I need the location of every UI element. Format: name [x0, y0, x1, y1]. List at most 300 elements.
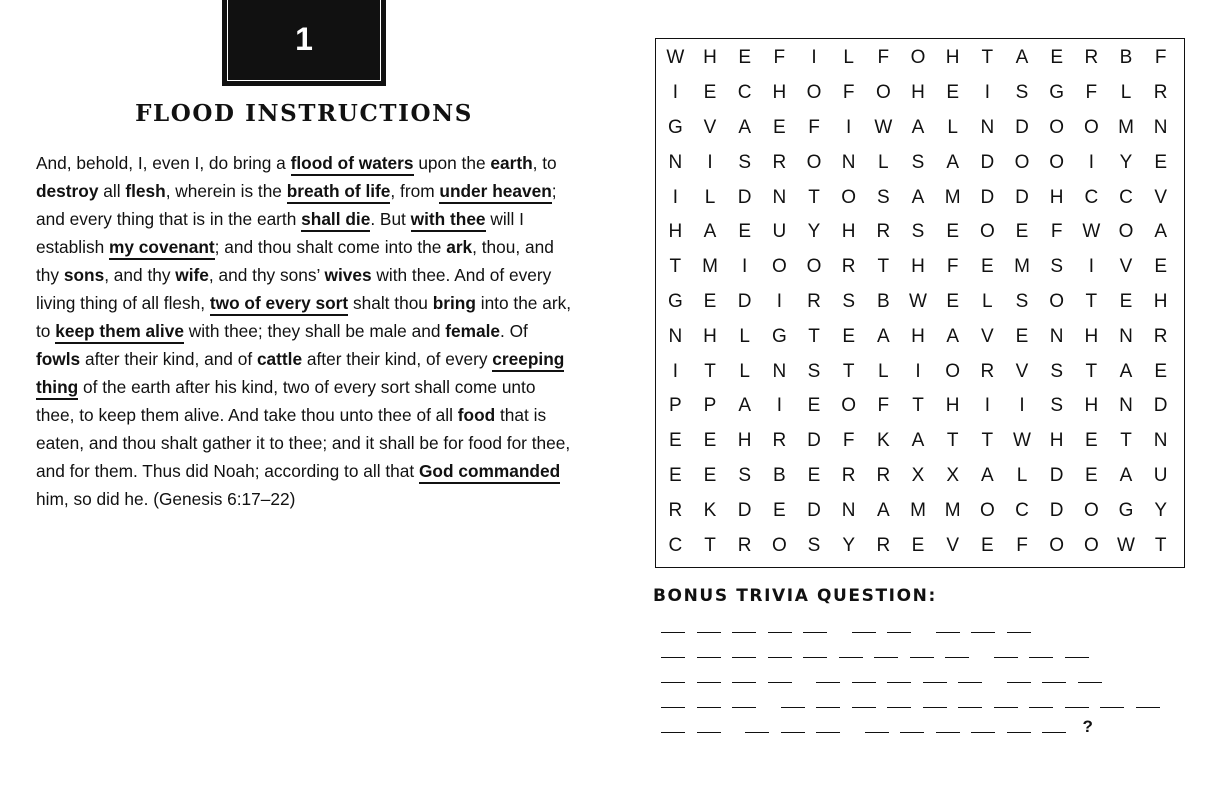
- grid-letter: M: [1118, 116, 1134, 138]
- search-word-underlined: my covenant: [109, 237, 215, 260]
- blank-word: [1007, 682, 1114, 690]
- grid-letter: O: [806, 256, 822, 278]
- grid-letter: A: [876, 325, 890, 347]
- grid-letter: O: [875, 82, 891, 104]
- letter-blank: [732, 657, 756, 659]
- grid-letter: H: [772, 82, 787, 104]
- grid-letter: R: [668, 499, 683, 521]
- grid-letter: E: [1119, 290, 1133, 312]
- blank-line: [661, 664, 1181, 689]
- grid-letter: H: [703, 47, 717, 69]
- search-word-bold: ark: [446, 237, 473, 257]
- grid-letter: L: [878, 151, 889, 173]
- grid-letter: R: [772, 430, 787, 452]
- grid-letter: V: [703, 116, 717, 138]
- grid-letter: E: [703, 464, 717, 486]
- letter-blank: [945, 657, 969, 659]
- blank-word: [661, 732, 732, 740]
- grid-letter: F: [842, 430, 855, 452]
- grid-letter: E: [946, 221, 959, 243]
- grid-letter: F: [877, 395, 890, 417]
- search-word-bold: earth: [490, 153, 533, 173]
- passage-text: ; and every thing that is in the earth: [36, 181, 557, 229]
- grid-letter: T: [946, 430, 959, 452]
- letter-blank: [768, 657, 792, 659]
- passage-text: upon the: [413, 153, 491, 173]
- bonus-answer-blanks: [661, 614, 1181, 739]
- grid-letter: T: [981, 430, 994, 452]
- grid-letter: O: [1049, 534, 1065, 556]
- letter-blank: [994, 657, 1018, 659]
- grid-letter: T: [669, 256, 682, 278]
- grid-letter: N: [1119, 325, 1133, 347]
- grid-letter: E: [703, 82, 717, 104]
- grid-letter: A: [911, 430, 925, 452]
- grid-letter: B: [876, 290, 890, 312]
- grid-letter: O: [841, 186, 857, 208]
- grid-letter: S: [807, 534, 821, 556]
- letter-blank: [887, 632, 911, 634]
- search-word-bold: fowls: [36, 349, 81, 369]
- grid-letter: H: [737, 430, 752, 452]
- letter-blank: [887, 682, 911, 684]
- grid-letter: K: [876, 430, 890, 452]
- grid-letter: S: [738, 464, 751, 486]
- grid-letter: H: [911, 325, 925, 347]
- grid-letter: T: [1085, 290, 1098, 312]
- grid-letter: E: [911, 534, 925, 556]
- letter-blank: [1065, 657, 1089, 659]
- letter-blank: [768, 682, 792, 684]
- grid-letter: S: [1050, 256, 1063, 278]
- grid-letter: E: [772, 499, 786, 521]
- grid-letter: T: [981, 47, 994, 69]
- grid-letter: Y: [807, 221, 821, 243]
- grid-letter: T: [704, 534, 716, 556]
- grid-letter: E: [703, 430, 717, 452]
- letter-blank: [661, 632, 685, 634]
- grid-letter: D: [807, 430, 821, 452]
- search-word-bold: sons: [63, 265, 105, 285]
- grid-letter: A: [1015, 47, 1029, 69]
- letter-blank: [1007, 632, 1031, 634]
- grid-letter: I: [742, 256, 748, 278]
- grid-letter: O: [841, 395, 857, 417]
- grid-letter: A: [1154, 221, 1167, 243]
- letter-blank: [745, 732, 769, 734]
- grid-letter: T: [808, 325, 820, 347]
- grid-letter: X: [911, 464, 925, 486]
- letter-blank: [732, 682, 756, 684]
- grid-letter: S: [876, 186, 890, 208]
- letter-blank: [816, 682, 840, 684]
- grid-letter: I: [984, 395, 990, 417]
- grid-letter: O: [945, 360, 961, 382]
- grid-letter: E: [807, 464, 821, 486]
- blank-word: [994, 657, 1101, 665]
- grid-letter: N: [668, 325, 683, 347]
- grid-letter: O: [1118, 221, 1134, 243]
- search-word-underlined: breath of life: [287, 181, 391, 204]
- grid-letter: L: [1120, 82, 1132, 104]
- badge-frame: [227, 0, 381, 81]
- passage-text: will I establish: [36, 209, 524, 257]
- grid-letter: S: [738, 151, 751, 173]
- grid-letter: N: [1119, 395, 1133, 417]
- grid-letter: R: [807, 290, 821, 312]
- grid-letter: N: [772, 360, 787, 382]
- blank-word: [852, 632, 923, 640]
- grid-letter: I: [707, 151, 713, 173]
- grid-letter: I: [1088, 256, 1094, 278]
- grid-letter: O: [1083, 499, 1099, 521]
- letter-blank: [732, 632, 756, 634]
- letter-blank: [803, 632, 827, 634]
- grid-letter: R: [876, 534, 891, 556]
- grid-letter: N: [841, 151, 856, 173]
- grid-letter: O: [1049, 151, 1065, 173]
- grid-letter: Y: [1119, 151, 1133, 173]
- blank-word: [816, 682, 994, 690]
- passage-text: into the ark, to: [36, 293, 572, 341]
- grid-letter: O: [1049, 290, 1065, 312]
- grid-letter: U: [1153, 464, 1168, 486]
- grid-letter: H: [1084, 325, 1099, 347]
- grid-letter: A: [911, 116, 925, 138]
- passage-text: , and thy: [104, 265, 176, 285]
- grid-letter: E: [738, 221, 751, 243]
- grid-letter: A: [876, 499, 890, 521]
- blank-word: [865, 732, 1078, 740]
- blank-line: [661, 614, 1181, 639]
- grid-letter: R: [1153, 82, 1168, 104]
- letter-blank: [1007, 732, 1031, 734]
- grid-letter: H: [945, 395, 960, 417]
- letter-blank: [971, 632, 995, 634]
- grid-letter: N: [772, 186, 787, 208]
- blank-word: [745, 732, 852, 740]
- search-word-underlined: keep them alive: [55, 321, 184, 344]
- grid-letter: W: [1013, 430, 1031, 452]
- letter-blank: [661, 657, 685, 659]
- letter-blank: [697, 682, 721, 684]
- grid-letter: W: [666, 47, 685, 69]
- grid-letter: O: [910, 47, 926, 69]
- blank-word: [661, 682, 803, 690]
- grid-letter: L: [739, 325, 750, 347]
- search-word-bold: destroy: [36, 181, 99, 201]
- letter-blank: [1065, 707, 1089, 709]
- grid-letter: U: [772, 221, 787, 243]
- search-word-bold: wives: [324, 265, 372, 285]
- grid-letter: G: [667, 290, 683, 312]
- grid-letter: I: [811, 47, 817, 69]
- grid-letter: E: [1154, 151, 1167, 173]
- letter-blank: [865, 732, 889, 734]
- grid-letter: D: [1049, 464, 1064, 486]
- grid-letter: E: [980, 256, 994, 278]
- blank-word: [661, 632, 839, 640]
- grid-letter: E: [738, 47, 751, 69]
- grid-letter: S: [911, 221, 925, 243]
- grid-letter: D: [980, 151, 995, 173]
- grid-letter: I: [846, 116, 852, 138]
- grid-letter: D: [1015, 186, 1029, 208]
- search-word-underlined: with thee: [411, 209, 486, 232]
- grid-letter: T: [877, 256, 890, 278]
- grid-letter: G: [771, 325, 787, 347]
- letter-blank: [1100, 707, 1124, 709]
- grid-letter: L: [704, 186, 716, 208]
- search-word-bold: food: [457, 405, 496, 425]
- passage-text: after their kind, and of: [80, 349, 257, 369]
- grid-letter: O: [771, 256, 787, 278]
- grid-letter: M: [910, 499, 926, 521]
- search-word-underlined: under heaven: [439, 181, 551, 204]
- passage-text: , thou, and thy: [36, 237, 554, 285]
- grid-letter: E: [1084, 464, 1098, 486]
- grid-letter: F: [808, 116, 820, 138]
- letter-blank: [1029, 707, 1053, 709]
- grid-letter: O: [771, 534, 787, 556]
- passage-text: ; and thou shalt come into the: [214, 237, 447, 257]
- grid-letter: T: [704, 360, 716, 382]
- grid-letter: F: [842, 82, 855, 104]
- letter-blank: [1078, 682, 1102, 684]
- passage-text: And, behold, I, even I, do bring a: [36, 153, 291, 173]
- letter-blank: [936, 632, 960, 634]
- grid-letter: E: [1015, 221, 1029, 243]
- letter-blank: [874, 657, 898, 659]
- letter-blank: [958, 707, 982, 709]
- grid-letter: R: [1153, 325, 1168, 347]
- grid-letter: I: [1019, 395, 1025, 417]
- letter-blank: [697, 732, 721, 734]
- grid-letter: G: [1049, 82, 1065, 104]
- search-word-bold: wife: [175, 265, 209, 285]
- grid-letter: A: [946, 325, 959, 347]
- letter-blank: [816, 732, 840, 734]
- grid-letter: W: [1117, 534, 1135, 556]
- grid-letter: H: [668, 221, 683, 243]
- grid-letter: G: [1118, 499, 1134, 521]
- grid-letter: D: [1153, 395, 1168, 417]
- grid-letter: V: [946, 534, 959, 556]
- passage-text: shalt thou: [348, 293, 433, 313]
- grid-letter: H: [911, 82, 925, 104]
- grid-letter: A: [738, 116, 751, 138]
- grid-letter: E: [668, 464, 682, 486]
- letter-blank: [852, 707, 876, 709]
- search-word-underlined: creeping thing: [36, 349, 564, 400]
- grid-letter: I: [984, 82, 990, 104]
- grid-letter: I: [672, 360, 678, 382]
- blank-line: [661, 689, 1181, 714]
- letter-blank: [1029, 657, 1053, 659]
- grid-letter: L: [982, 290, 993, 312]
- search-word-bold: flesh: [125, 181, 166, 201]
- grid-letter: A: [1119, 464, 1133, 486]
- grid-letter: A: [738, 395, 751, 417]
- grid-letter: W: [909, 290, 927, 312]
- passage-text: of the earth after his kind, two of every sort shall come unto thee, to keep them alive. And take thou unto thee of all: [36, 377, 536, 425]
- grid-letter: G: [667, 116, 683, 138]
- letter-blank: [852, 632, 876, 634]
- letter-blank: [781, 707, 805, 709]
- letter-blank: [768, 632, 792, 634]
- grid-letter: F: [946, 256, 959, 278]
- grid-letter: A: [911, 186, 925, 208]
- grid-letter: V: [1015, 360, 1029, 382]
- grid-letter: R: [841, 464, 856, 486]
- grid-letter: A: [1119, 360, 1133, 382]
- grid-letter: E: [1154, 360, 1167, 382]
- grid-letter: F: [1050, 221, 1063, 243]
- search-word-underlined: flood of waters: [291, 153, 414, 176]
- grid-letter: E: [946, 290, 959, 312]
- blank-line: [661, 714, 1181, 739]
- grid-letter: E: [980, 534, 994, 556]
- letter-blank: [697, 632, 721, 634]
- grid-letter: H: [703, 325, 717, 347]
- grid-letter: B: [772, 464, 786, 486]
- grid-letter: O: [979, 499, 995, 521]
- grid-letter: R: [841, 256, 856, 278]
- grid-letter: T: [912, 395, 924, 417]
- grid-letter: R: [876, 221, 891, 243]
- passage-text: with thee. And of every living thing of all flesh,: [36, 265, 552, 313]
- grid-letter: O: [1049, 116, 1065, 138]
- letter-blank: [839, 657, 863, 659]
- grid-letter: T: [1154, 534, 1167, 556]
- grid-letter: N: [1049, 325, 1064, 347]
- letter-blank: [816, 707, 840, 709]
- grid-letter: S: [1050, 360, 1063, 382]
- grid-letter: I: [776, 395, 782, 417]
- grid-letter: O: [806, 82, 822, 104]
- search-word-bold: bring: [432, 293, 476, 313]
- grid-letter: L: [739, 360, 750, 382]
- letter-blank: [697, 657, 721, 659]
- grid-letter: E: [1154, 256, 1167, 278]
- grid-letter: O: [979, 221, 995, 243]
- grid-letter: O: [1083, 116, 1099, 138]
- grid-letter: S: [1015, 82, 1029, 104]
- letter-blank: [1136, 707, 1160, 709]
- grid-letter: C: [737, 82, 752, 104]
- grid-letter: M: [944, 186, 961, 208]
- blank-word: [661, 707, 768, 715]
- grid-letter: V: [1119, 256, 1133, 278]
- blank-word: [781, 707, 1172, 715]
- letter-blank: [803, 657, 827, 659]
- grid-letter: N: [841, 499, 856, 521]
- grid-letter: E: [1050, 47, 1063, 69]
- grid-letter: B: [1119, 47, 1133, 69]
- grid-letter: C: [668, 534, 683, 556]
- grid-letter: F: [1085, 82, 1098, 104]
- question-mark: ?: [1082, 717, 1093, 736]
- bonus-trivia-label: BONUS TRIVIA QUESTION:: [653, 586, 937, 606]
- search-word-bold: cattle: [256, 349, 303, 369]
- grid-letter: V: [1154, 186, 1167, 208]
- search-word-underlined: two of every sort: [210, 293, 348, 316]
- grid-letter: Y: [1154, 499, 1167, 521]
- passage-text: . But: [370, 209, 411, 229]
- grid-letter: E: [668, 430, 682, 452]
- letter-blank: [697, 707, 721, 709]
- grid-letter: D: [807, 499, 821, 521]
- letter-blank: [994, 707, 1018, 709]
- grid-letter: W: [874, 116, 893, 138]
- letter-blank: [936, 732, 960, 734]
- passage-text: , and thy sons’: [208, 265, 325, 285]
- grid-letter: E: [772, 116, 786, 138]
- passage-text: after their kind, of every: [302, 349, 493, 369]
- grid-letter: H: [1084, 395, 1099, 417]
- grid-letter: C: [1015, 499, 1029, 521]
- grid-letter: I: [672, 82, 678, 104]
- grid-letter: V: [980, 325, 994, 347]
- grid-letter: H: [1153, 290, 1168, 312]
- letter-blank: [661, 682, 685, 684]
- grid-letter: I: [1088, 151, 1094, 173]
- passage-text: all: [98, 181, 126, 201]
- passage-text: that is eaten, and thou shalt gather it to thee; and it shall be for food for thee, and for them. Thus did Noah; according to all that: [36, 405, 571, 481]
- grid-letter: R: [980, 360, 995, 382]
- grid-letter: T: [808, 186, 820, 208]
- passage-text: , from: [390, 181, 440, 201]
- grid-letter: N: [980, 116, 995, 138]
- scripture-passage: [36, 149, 576, 513]
- grid-letter: E: [946, 82, 959, 104]
- grid-letter: R: [772, 151, 787, 173]
- grid-letter: D: [737, 186, 752, 208]
- grid-letter: D: [1015, 116, 1029, 138]
- grid-letter: D: [737, 499, 752, 521]
- grid-letter: L: [843, 47, 854, 69]
- blank-word: [661, 657, 981, 665]
- grid-letter: L: [947, 116, 958, 138]
- grid-letter: F: [773, 47, 786, 69]
- grid-letter: O: [1083, 534, 1099, 556]
- grid-letter: E: [842, 325, 855, 347]
- grid-letter: E: [1084, 430, 1098, 452]
- letter-blank: [958, 682, 982, 684]
- grid-letter: D: [737, 290, 752, 312]
- grid-letter: L: [878, 360, 889, 382]
- word-search-grid: [655, 38, 1185, 568]
- passage-text: with thee; they shall be male and: [183, 321, 446, 341]
- grid-letter: E: [807, 395, 821, 417]
- puzzle-title: FLOOD INSTRUCTIONS: [135, 100, 473, 127]
- grid-letter: N: [1153, 116, 1168, 138]
- grid-letter: C: [1119, 186, 1133, 208]
- passage-text: , wherein is the: [165, 181, 287, 201]
- grid-letter: F: [1154, 47, 1167, 69]
- grid-letter: O: [1014, 151, 1030, 173]
- grid-letter: C: [1084, 186, 1099, 208]
- grid-letter: S: [1050, 395, 1063, 417]
- grid-letter: P: [668, 395, 682, 417]
- grid-letter: W: [1082, 221, 1101, 243]
- grid-letter: M: [702, 256, 718, 278]
- grid-letter: H: [1049, 186, 1064, 208]
- letter-blank: [1042, 732, 1066, 734]
- grid-letter: S: [842, 290, 855, 312]
- grid-letter: S: [807, 360, 821, 382]
- letter-blank: [923, 682, 947, 684]
